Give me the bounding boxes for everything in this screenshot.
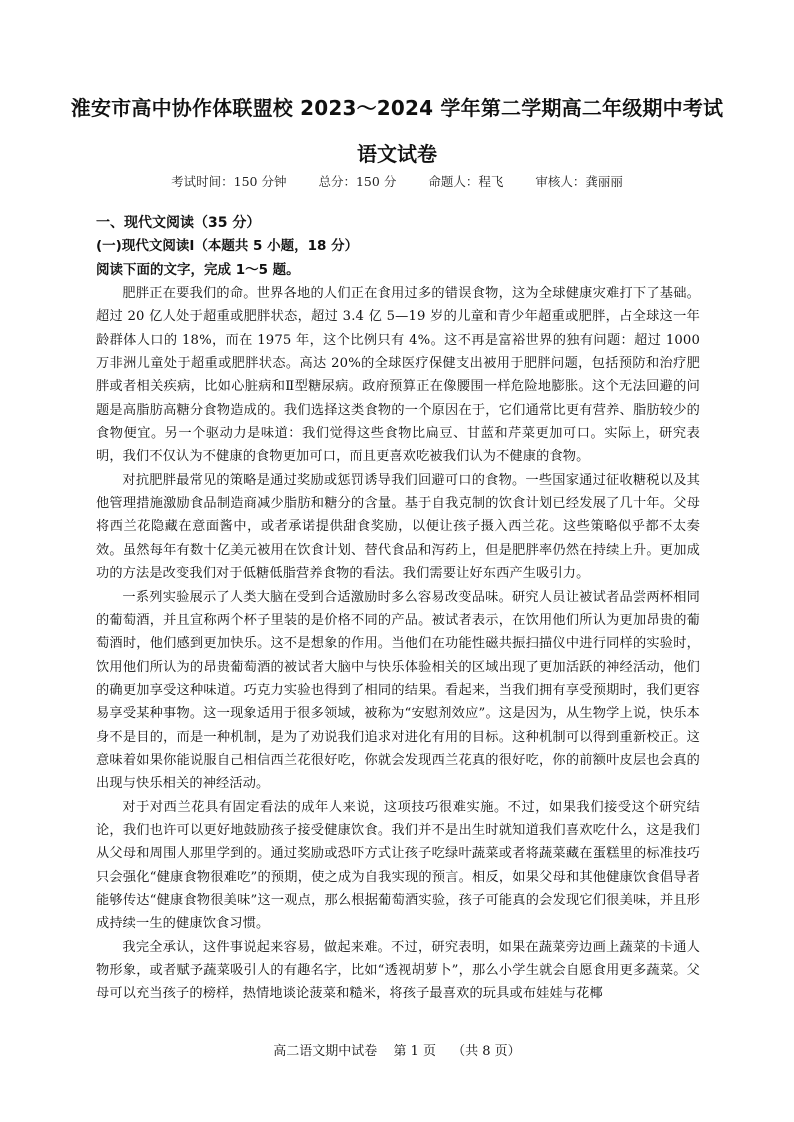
reading-section (96, 212, 700, 1006)
exam-title: 淮安市高中协作体联盟校 2023～2024 学年第二学期高二年级期中考试 (70, 96, 724, 120)
exam-subtitle: 语文试卷 (357, 142, 437, 166)
passage-paragraph-5: 我完全承认，这件事说起来容易，做起来难。不过，研究表明，如果在蔬菜旁边画上蔬菜的卡通人物形象，或者赋予蔬菜吸引人的有趣名字，比如“透视胡萝卜”，那么小学生就会自愿食用更多蔬菜。父母可以充当孩子的榜样，热情地谈论菠菜和糙米，将孩子最喜欢的玩具或布娃娃与花椰 (96, 939, 700, 1002)
subsection-heading: (一)现代文阅读Ⅰ（本题共 5 小题，18 分） (96, 238, 359, 255)
footer-total-pages: （共 8 页） (452, 1044, 521, 1059)
exam-time: 考试时间：150 分钟 (171, 174, 287, 189)
passage-paragraph-1: 肥胖正在要我们的命。世界各地的人们正在食用过多的错误食物，这为全球健康灾难打下了基础。超过 20 亿人处于超重或肥胖状态，超过 3.4 亿 5—19 岁的儿童和青少年超重或肥胖，占全球这一年龄群体人口的 18%，而在 1975 年，这个比例只有 4%。这不再是富裕世界的独有问题：超过 1000 万非洲儿童处于超重或肥胖状态。高达 20%的全球医疗保健支出被用于肥胖问题，包括预防和治疗肥胖或者相关疾病，比如心脏病和Ⅱ型糖尿病。政府预算正在像腰围一样危险地膨胀。这个无法回避的问题是高脂肪高糖分食物造成的。我们选择这类食物的一个原因在于，它们通常比更有营养、脂肪较少的食物便宜。另一个驱动力是味道：我们觉得这些食物比扁豆、甘蓝和芹菜更加可口。实际上，研究表明，我们不仅认为不健康的食物更加可口，而且更喜欢吃被我们认为不健康的食物。 (96, 286, 700, 465)
question-setter: 命题人：程飞 (428, 174, 504, 189)
passage-paragraph-4: 对于对西兰花具有固定看法的成年人来说，这项技巧很难实施。不过，如果我们接受这个研究结论，我们也许可以更好地鼓励孩子接受健康饮食。我们并不是出生时就知道我们喜欢吃什么，这是我们从父母和周围人那里学到的。通过奖励或恐吓方式让孩子吃绿叶蔬菜或者将蔬菜藏在蛋糕里的标准技巧只会强化“健康食物很难吃”的预期，使之成为自我实现的预言。相反，如果父母和其他健康饮食倡导者能够传达“健康食物很美味”这一观点，那么根据葡萄酒实验，孩子可能真的会发现它们很美味，并且形成持续一生的健康饮食习惯。 (96, 799, 700, 932)
reading-instruction: 阅读下面的文字，完成 1～5 题。 (96, 261, 300, 278)
exam-meta (0, 172, 794, 190)
reviewer: 审核人：龚丽丽 (535, 174, 623, 189)
footer-page-number: 第 1 页 (393, 1044, 436, 1059)
passage-paragraph-3: 一系列实验展示了人类大脑在受到合适激励时多么容易改变品味。研究人员让被试者品尝两杯相同的葡萄酒，并且宣称两个杯子里装的是价格不同的产品。被试者表示，在饮用他们所认为更加昂贵的葡萄酒时，他们感到更加快乐。这不是想象的作用。当他们在功能性磁共振扫描仪中进行同样的实验时，饮用他们所认为的昂贵葡萄酒的被试者大脑中与快乐体验相关的区域出现了更加活跃的神经活动，他们的确更加享受这种味道。巧克力实验也得到了相同的结果。看起来，当我们拥有享受预期时，我们更容易享受某种事物。这一现象适用于很多领域，被称为“安慰剂效应”。这是因为，从生物学上说，快乐本身不是目的，而是一种机制，是为了劝说我们追求对进化有用的目标。这种机制可以得到重新校正。这意味着如果你能说服自己相信西兰花很好吃，你就会发现西兰花真的很好吃，你的前额叶皮层也会真的出现与快乐相关的神经活动。 (96, 589, 700, 792)
total-score: 总分：150 分 (318, 174, 397, 189)
section-heading: 一、现代文阅读（35 分） (96, 215, 261, 231)
page-footer (0, 1040, 794, 1059)
passage-paragraph-2: 对抗肥胖最常见的策略是通过奖励或惩罚诱导我们回避可口的食物。一些国家通过征收糖税以及其他管理措施激励食品制造商减少脂肪和糖分的含量。基于自我克制的饮食计划已经发展了几十年。父母将西兰花隐藏在意面酱中，或者承诺提供甜食奖励，以便让孩子摄入西兰花。这些策略似乎都不太奏效。虽然每年有数十亿美元被用在饮食计划、替代食品和泻药上，但是肥胖率仍然在持续上升。更加成功的方法是改变我们对于低糖低脂营养食物的看法。我们需要让好东西产生吸引力。 (96, 472, 700, 582)
footer-course: 高二语文期中试卷 (273, 1044, 378, 1059)
